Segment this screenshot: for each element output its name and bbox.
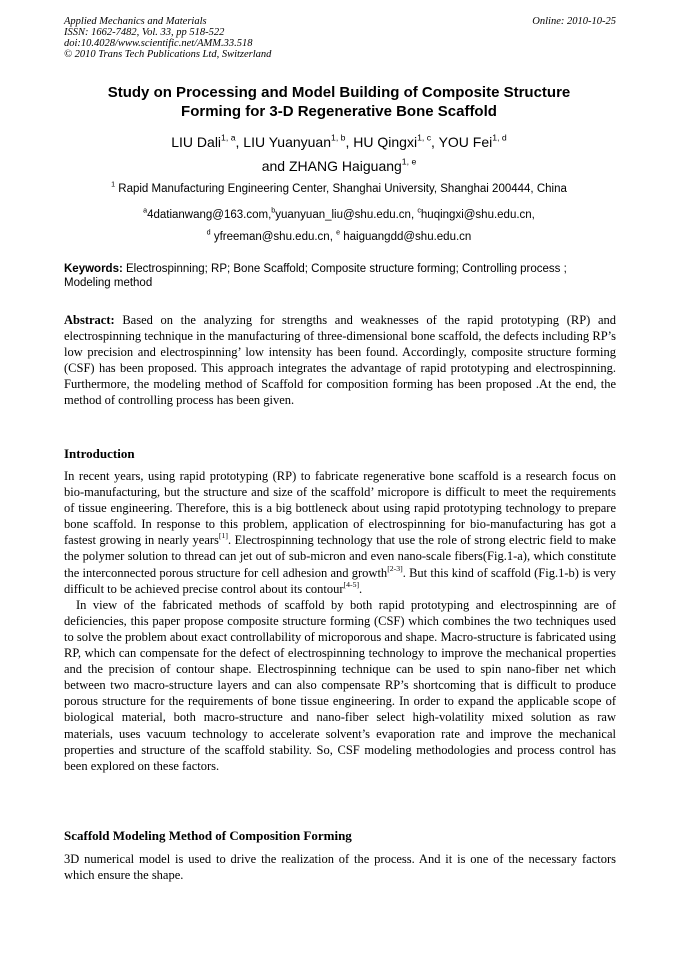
email-sup: b [271, 206, 276, 215]
affiliation [60, 182, 618, 197]
author-sup: 1, c [417, 132, 432, 143]
author-separator: , [235, 134, 244, 150]
email-link[interactable]: haiguangdd@shu.edu.cn [340, 231, 472, 243]
journal-doi: doi:10.4028/www.scientific.net/AMM.33.518 [64, 38, 253, 49]
email-sup: c [417, 206, 421, 215]
email-line-1 [60, 204, 618, 226]
affiliation-sup: 1 [111, 180, 116, 189]
intro-text: . But this kind of scaffold (Fig.1-b) is very difficult to be achieved precise control about its contour [64, 565, 616, 596]
email-list [60, 204, 618, 248]
citation: [2-3] [387, 563, 403, 573]
email-link[interactable]: yuanyuan_liu@shu.edu.cn, [275, 209, 418, 221]
keywords-label: Keywords: [64, 263, 123, 275]
keywords [64, 262, 616, 290]
author-name: LIU Dali [171, 134, 222, 150]
author-sup: 1, a [221, 132, 236, 143]
author-name: LIU Yuanyuan [243, 134, 332, 150]
author-line-1 [60, 130, 618, 154]
introduction-body [64, 468, 616, 774]
journal-copyright: © 2010 Trans Tech Publications Ltd, Switzerland [64, 49, 272, 60]
author-sup: 1, e [401, 156, 417, 167]
email-link[interactable]: 4datianwang@163.com, [147, 209, 272, 221]
paper-title [60, 83, 618, 121]
abstract-label: Abstract: [64, 313, 115, 327]
citation: [1] [218, 531, 228, 541]
abstract [64, 312, 616, 409]
author-line-2 [60, 154, 618, 178]
keywords-text: Electrospinning; RP; Bone Scaffold; Composite structure forming; Controlling process ; Modeling method [64, 263, 567, 289]
author-name: YOU Fei [438, 134, 493, 150]
online-date: Online: 2010-10-25 [532, 16, 616, 27]
email-sup: d [206, 228, 211, 237]
email-line-2 [60, 226, 618, 248]
intro-text: . [359, 581, 363, 596]
author-name: HU Qingxi [353, 134, 418, 150]
affiliation-text: Rapid Manufacturing Engineering Center, Shanghai University, Shanghai 200444, China [118, 183, 567, 195]
email-sup: a [143, 206, 148, 215]
abstract-text: Based on the analyzing for strengths and weaknesses of the rapid prototyping (RP) and electrospinning technique in the manufacturing of three-dimensional bone scaffold, the defects including RP’s low precision and electrospinning’ low intensity has been found. Accordingly, composite structure forming (CSF) has been proposed. This approach integrates the advantage of rapid prototyping and electrospinning. Furthermore, the modeling method of Scaffold for composition forming has been proposed .At the end, the method of controlling process has been given. [64, 313, 616, 408]
citation: [4-5] [343, 579, 360, 589]
author-and: and [261, 158, 289, 174]
author-separator: , [431, 134, 439, 150]
email-link[interactable]: yfreeman@shu.edu.cn, [210, 231, 337, 243]
introduction-paragraph-1 [64, 468, 616, 597]
title-line-1: Study on Processing and Model Building of Composite Structure [107, 84, 571, 101]
title-line-2: Forming for 3-D Regenerative Bone Scaffold [181, 103, 497, 120]
journal-issn: ISSN: 1662-7482, Vol. 33, pp 518-522 [64, 27, 225, 38]
scaffold-modeling-heading: Scaffold Modeling Method of Composition Forming [64, 828, 352, 843]
journal-header [64, 16, 616, 60]
author-sup: 1, b [331, 132, 346, 143]
email-sup: e [336, 228, 341, 237]
author-name: ZHANG Haiguang [288, 158, 402, 174]
author-sup: 1, d [492, 132, 507, 143]
introduction-paragraph-2: In view of the fabricated methods of scaffold by both rapid prototyping and electrospinning are of deficiencies, this paper propose composite structure forming (CSF) which combines the two techniques used to solve the problem about exact controllability of microporous and shape. Macro-structure is fabricated using RP, which can compensate for the defect of electrospinning technology to improve the mechanical properties and the precision of contour shape. Electrospinning technique can be used to spin nano-fiber net which between two macro-structure layers and can also compensate RP’s shortcoming that is difficult to produce porous structure for the requirements of bone tissue engineering. In order to expand the applicable scope of biological material, both macro-structure and nano-fiber select high-volatility mixed solution as raw materials, uses vacuum technology to accelerate solvent’s evaporation rate and improve the mechanical properties and structure of the scaffold stability. So, CSF modeling methodologies and process control has been explored on these factors. [64, 597, 616, 773]
intro-text: . Electrospinning technology that use the role of strong electric field to make the polymer solution to thread can jet out of sub-micron and even nano-scale fibers(Fig.1-a), which constitute the interconnected porous structure for cell adhesion and growth [64, 533, 616, 580]
author-separator: , [345, 134, 354, 150]
intro-text: In recent years, using rapid prototyping (RP) to fabricate regenerative bone scaffold is a research focus on bio-manufacturing, but the structure and size of the scaffold’ micropore is difficult to meet the requirements of tissue engineering. Therefore, this is a big bottleneck about using rapid prototyping technology to prepare bone scaffold. In response to this problem, application of electrospinning for bio-manufacturing has got a fastest growing in nearly years [64, 469, 616, 548]
scaffold-modeling-body: 3D numerical model is used to drive the realization of the process. And it is one of the necessary factors which ensure the shape. [64, 852, 616, 883]
introduction-heading: Introduction [64, 446, 135, 461]
email-link[interactable]: huqingxi@shu.edu.cn, [420, 209, 535, 221]
author-list [60, 130, 618, 178]
journal-name: Applied Mechanics and Materials [64, 16, 207, 27]
